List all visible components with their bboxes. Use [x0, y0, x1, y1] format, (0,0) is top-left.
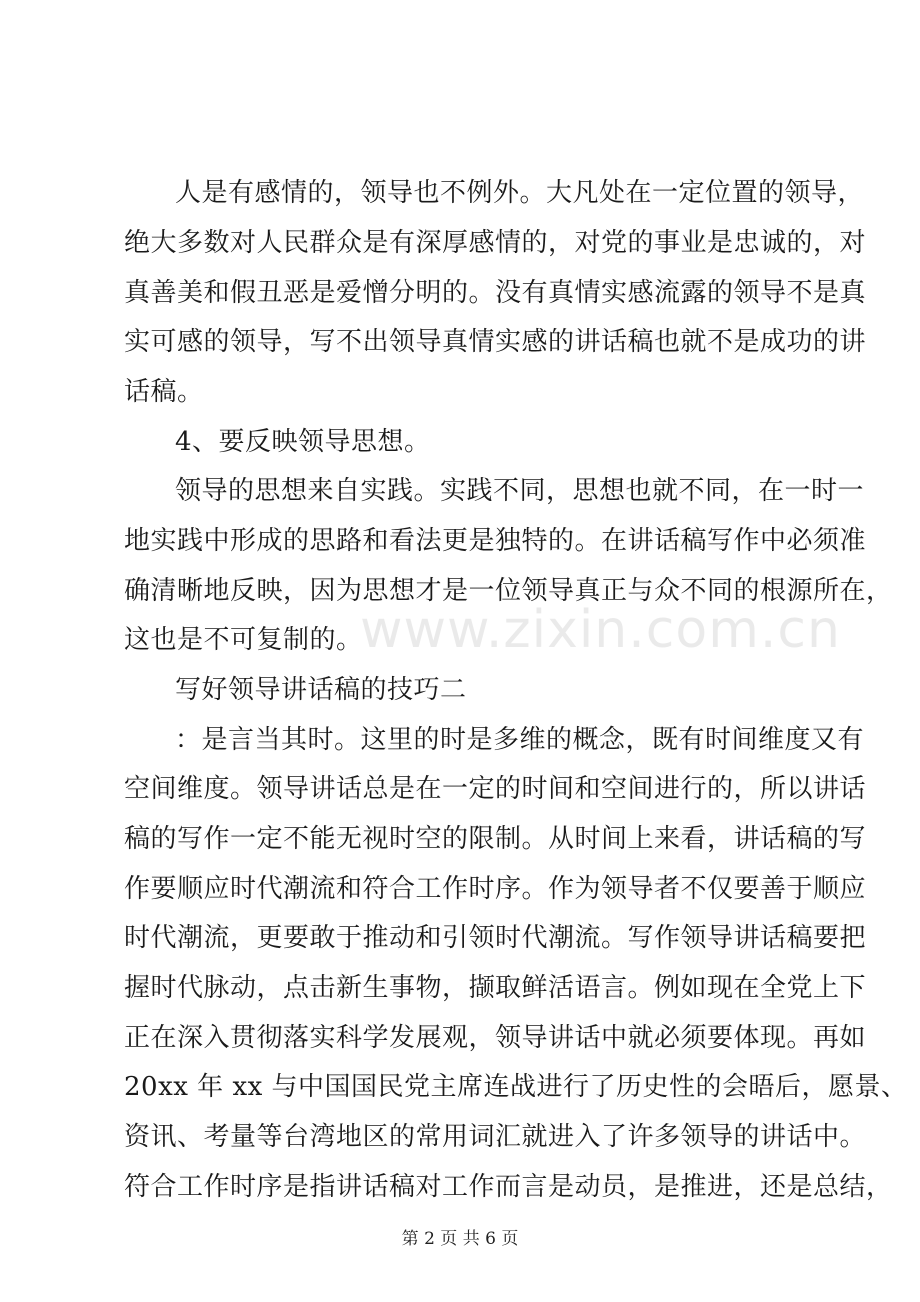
page-number-footer: 第 2 页 共 6 页 — [401, 1229, 519, 1249]
paragraph-line: 确清晰地反映，因为思想才是一位领导真正与众不同的根源所在， — [124, 576, 893, 606]
paragraph-line: 资讯、考量等台湾地区的常用词汇就进入了许多领导的讲话中。 — [124, 1122, 867, 1152]
paragraph-line: 稿的写作一定不能无视时空的限制。从时间上来看，讲话稿的写 — [124, 824, 867, 854]
paragraph-line: 20xx 年 xx 与中国国民党主席连战进行了历史性的会晤后，愿景、 — [124, 1072, 908, 1102]
section-heading: 写好领导讲话稿的技巧二 — [175, 675, 467, 705]
paragraph-line: 这也是不可复制的。 — [124, 625, 363, 655]
paragraph-line: 空间维度。领导讲话总是在一定的时间和空间进行的，所以讲话 — [124, 774, 867, 804]
paragraph-line: 握时代脉动，点击新生事物，撷取鲜活语言。例如现在全党上下 — [124, 973, 867, 1003]
paragraph-line: 话稿。 — [124, 377, 204, 407]
paragraph-line: 作要顺应时代潮流和符合工作时序。作为领导者不仅要善于顺应 — [124, 874, 867, 904]
paragraph-line: 领导的思想来自实践。实践不同，思想也就不同，在一时一 — [175, 476, 865, 506]
paragraph-line: 符合工作时序是指讲话稿对工作而言是动员，是推进，还是总结， — [124, 1172, 893, 1202]
paragraph-line: 人是有感情的，领导也不例外。大凡处在一定位置的领导， — [175, 178, 865, 208]
paragraph-line: 时代潮流，更要敢于推动和引领时代潮流。写作领导讲话稿要把 — [124, 923, 867, 953]
paragraph-line: ：是言当其时。这里的时是多维的概念，既有时间维度又有 — [175, 725, 865, 755]
paragraph-line: 真善美和假丑恶是爱憎分明的。没有真情实感流露的领导不是真 — [124, 278, 867, 308]
watermark: www.zixin.com.cn — [360, 600, 841, 660]
section-heading: 4、要反映领导思想。 — [175, 427, 431, 457]
paragraph-line: 地实践中形成的思路和看法更是独特的。在讲话稿写作中必须准 — [124, 526, 867, 556]
paragraph-line: 正在深入贯彻落实科学发展观，领导讲话中就必须要体现。再如 — [124, 1023, 867, 1053]
paragraph-line: 实可感的领导，写不出领导真情实感的讲话稿也就不是成功的讲 — [124, 327, 867, 357]
paragraph-line: 绝大多数对人民群众是有深厚感情的，对党的事业是忠诚的，对 — [124, 228, 867, 258]
